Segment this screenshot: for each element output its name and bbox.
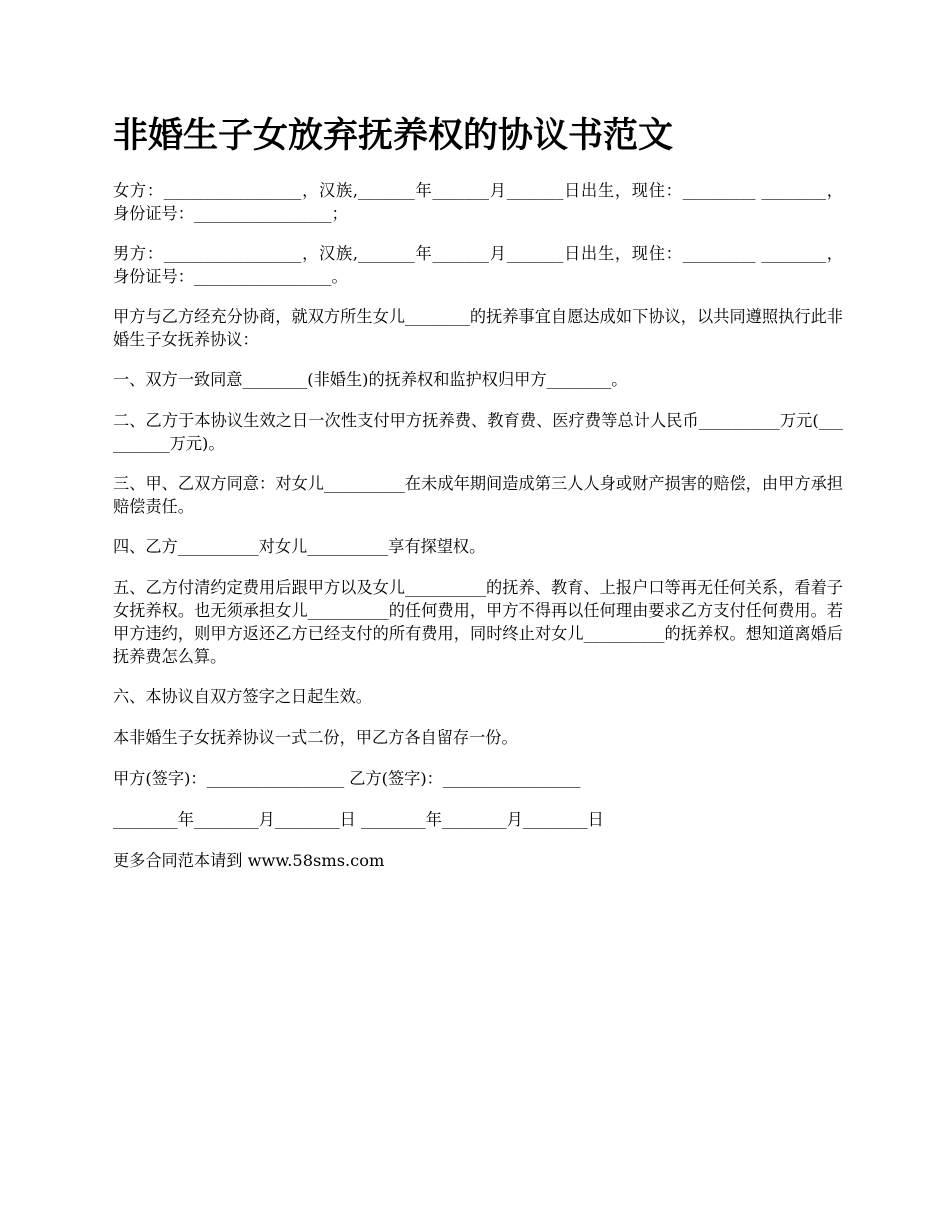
clause-1: 一、双方一致同意________(非婚生)的抚养权和监护权归甲方________。 xyxy=(113,370,628,389)
clause-5: 五、乙方付清约定费用后跟甲方以及女儿__________的抚养、教育、上报户口等再无任何关系，看着子女抚养权。也无须承担女儿__________的任何费用，甲方不得再以任何理由要求乙方支付任何费用。若甲方违约，则甲方返还乙方已经支付的所有费用，同时终止对女儿__________的抚养权。想知道离婚后抚养费怎么算。 xyxy=(113,578,843,666)
clause-3: 三、甲、乙双方同意：对女儿__________在未成年期间造成第三人人身或财产损害的赔偿，由甲方承担赔偿责任。 xyxy=(113,474,843,516)
document-page xyxy=(113,108,843,890)
date-line: ________年________月________日 ________年________月________日 xyxy=(113,810,604,829)
agreement-preamble: 甲方与乙方经充分协商，就双方所生女儿________的抚养事宜自愿达成如下协议，以共同遵照执行此非婚生子女抚养协议： xyxy=(113,307,843,349)
copies-statement: 本非婚生子女抚养协议一式二份，甲乙方各自留存一份。 xyxy=(113,728,518,747)
clause-4: 四、乙方__________对女儿__________享有探望权。 xyxy=(113,537,486,556)
document-title: 非婚生子女放弃抚养权的协议书范文 xyxy=(113,116,674,156)
clause-6: 六、本协议自双方签字之日起生效。 xyxy=(113,687,372,706)
signature-line: 甲方(签字)：_________________ 乙方(签字)：_________________ xyxy=(113,769,581,788)
clause-2: 二、乙方于本协议生效之日一次性支付甲方抚养费、教育费、医疗费等总计人民币__________万元(__________万元)。 xyxy=(113,411,843,453)
footer-note: 更多合同范本请到 www.58sms.com xyxy=(113,851,385,870)
party-female-info: 女方：_________________，汉族,_______年_______月_______日出生，现住：_________ ________，身份证号：_________________； xyxy=(113,181,843,223)
party-male-info: 男方：_________________，汉族,_______年_______月_______日出生，现住：_________ ________，身份证号：_________________。 xyxy=(113,244,843,286)
